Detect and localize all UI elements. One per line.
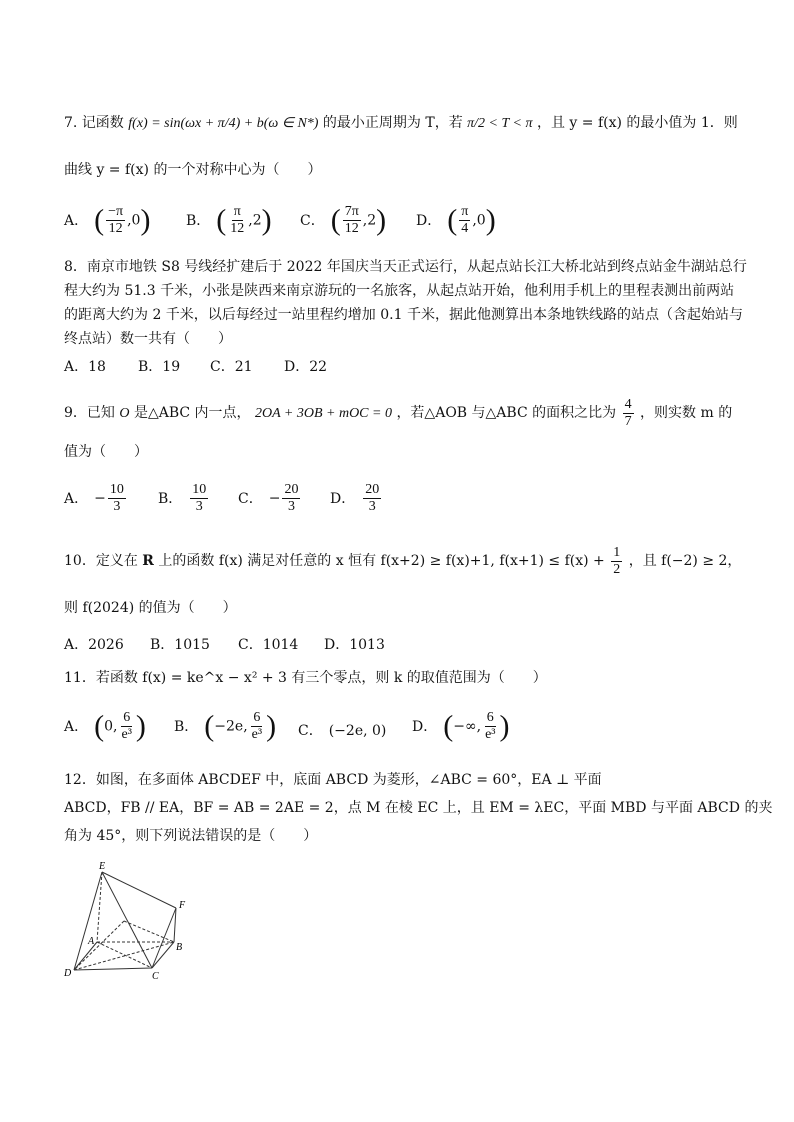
q8-option-b[interactable]: B．19: [138, 359, 181, 375]
label-a: A: [88, 936, 95, 947]
q8-line2: 程大约为 51.3 千米，小张是陕西来南京游玩的一名旅客，从起点站开始，他利用手机上的里程表测出前两站: [64, 283, 735, 299]
q7-mid: 的最小正周期为 T，若: [322, 115, 463, 131]
q12-line1: 12．如图，在多面体 ABCDEF 中，底面 ABCD 为菱形，∠ABC = 60°，EA ⊥ 平面: [64, 772, 602, 788]
label-b: B: [176, 942, 183, 953]
q11-option-c[interactable]: C． (−2e, 0): [298, 723, 387, 739]
q8-line4: 终点站）数一共有（ ）: [64, 331, 232, 347]
q9-line2: 值为（ ）: [64, 444, 148, 460]
polyhedron-figure: [62, 858, 192, 988]
label-d: D: [64, 968, 72, 979]
q7-line2: 曲线 y = f(x) 的一个对称中心为（ ）: [64, 162, 322, 178]
q7-line1: [64, 106, 738, 141]
q8-line3: 的距离大约为 2 千米，以后每经过一站里程约增加 0.1 千米，据此他测算出本条地铁线路的站点（含起始站与: [64, 307, 743, 323]
q7-tail: ，且 y = f(x) 的最小值为 1．则: [536, 115, 738, 131]
q8-line1: 8．南京市地铁 S8 号线经扩建后于 2022 年国庆当天正式运行，从起点站长江大桥北站到终点站金牛湖站总行: [64, 259, 747, 275]
q12-line2: ABCD，FB // EA，BF = AB = 2AE = 2，点 M 在棱 EC 上，且 EM = λEC，平面 MBD 与平面 ABCD 的夹: [64, 800, 773, 816]
q10-line2: 则 f(2024) 的值为（ ）: [64, 600, 237, 616]
q11-option-a[interactable]: A． (0, $\frac{6}{\text{e³}}$ ): [64, 709, 146, 743]
label-e: E: [99, 861, 106, 872]
q9-option-c[interactable]: C． − $\frac{20}{3}$: [238, 482, 299, 514]
q11-option-d[interactable]: D． (−∞, $\frac{6}{\text{e³}}$ ): [412, 709, 510, 743]
label-f: F: [179, 900, 186, 911]
q9-line1: 9．已知 O 是△ABC 内一点， 2OA + 3OB + mOC = 0 ，若△AOB 与△ABC 的面积之比为 $\frac{4}{7}$ ，则实数 m 的: [64, 396, 733, 429]
q9-option-b[interactable]: B． $\frac{10}{3}$: [158, 482, 207, 514]
q9-vector-equation: 2OA + 3OB + mOC = 0: [255, 406, 392, 421]
q7-option-b[interactable]: B． ( $\frac{\pi}{12}$ ,2): [186, 203, 272, 237]
q11-text: 11．若函数 f(x) = ke^x − x² + 3 有三个零点，则 k 的取值范围为（ ）: [64, 670, 547, 686]
q7-function: f(x) = sin(ωx + π/4) + b(ω ∈ N*): [128, 116, 319, 131]
label-c: C: [152, 971, 159, 982]
q9-ratio: $\frac{4}{7}$: [624, 396, 632, 429]
q7-option-d[interactable]: D． ( $\frac{\pi}{4}$ ,0): [416, 203, 496, 237]
q10-option-a[interactable]: A．2026: [64, 637, 124, 653]
q10-option-c[interactable]: C．1014: [238, 637, 299, 653]
q7-condition: π/2 < T < π: [467, 116, 533, 131]
q8-option-c[interactable]: C．21: [210, 359, 253, 375]
q12-line3: 角为 45°，则下列说法错误的是（ ）: [64, 828, 318, 844]
q9-option-a[interactable]: A． − $\frac{10}{3}$: [64, 482, 124, 514]
q7-prefix: 7. 记函数: [64, 115, 124, 131]
q10-line1: 10．定义在 R 上的函数 f(x) 满足对任意的 x 恒有 f(x+2) ≥ f(x)+1, f(x+1) ≤ f(x) + $\frac{1}{2}$ ，且 f(−2) ≥ 2，: [64, 544, 742, 577]
q8-option-a[interactable]: A．18: [64, 359, 106, 375]
q7-option-a[interactable]: A． ( $\frac{-\pi}{12}$ ,0): [64, 203, 151, 237]
q9-option-d[interactable]: D． $\frac{20}{3}$: [330, 482, 380, 514]
q11-option-b[interactable]: B． (−2e, $\frac{6}{\text{e³}}$ ): [174, 709, 277, 743]
q7-option-c[interactable]: C． ( $\frac{7\pi}{12}$ ,2): [300, 203, 387, 237]
q10-fraction: $\frac{1}{2}$: [613, 544, 621, 577]
q10-option-d[interactable]: D．1013: [324, 637, 385, 653]
q8-option-d[interactable]: D．22: [284, 359, 328, 375]
q10-option-b[interactable]: B．1015: [150, 637, 210, 653]
